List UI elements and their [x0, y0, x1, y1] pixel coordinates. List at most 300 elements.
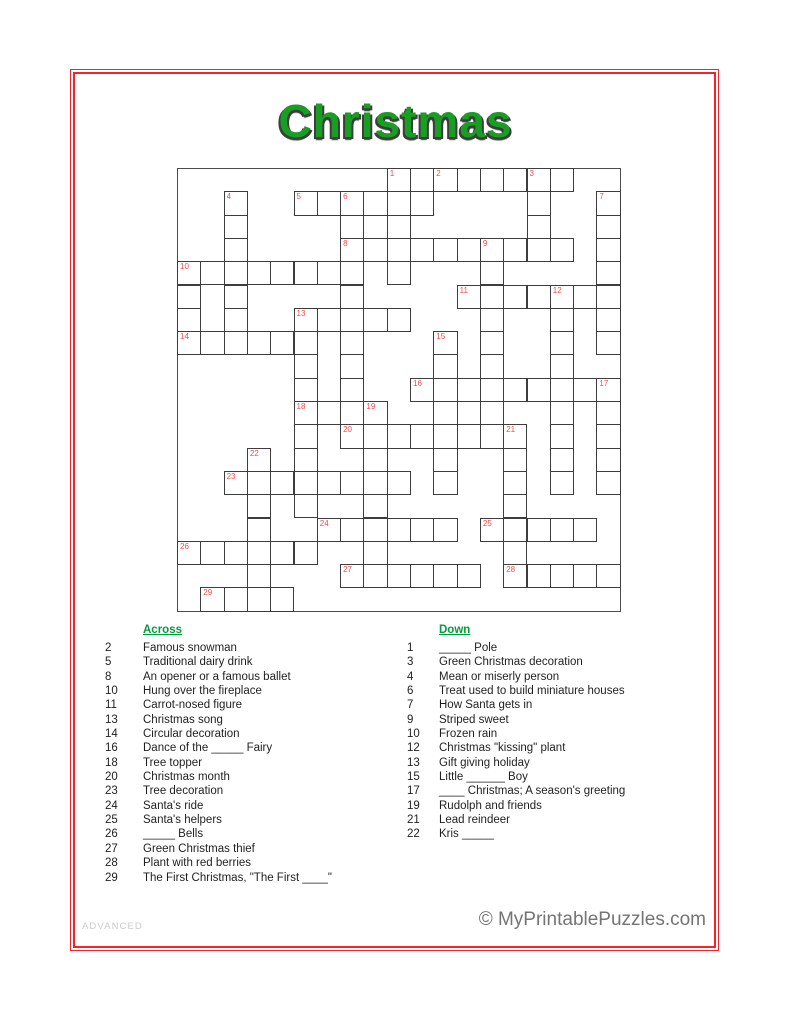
cell-number: 1 [389, 169, 395, 178]
grid-cell [550, 378, 574, 402]
grid-cell [550, 424, 574, 448]
clue-number: 21 [407, 814, 420, 827]
grid-cell [387, 471, 411, 495]
grid-cell [294, 378, 318, 402]
cell-number: 8 [343, 238, 348, 248]
grid-cell [410, 518, 434, 542]
grid-cell [363, 471, 387, 495]
grid-cell [573, 378, 597, 402]
grid-cell [387, 564, 411, 588]
grid-cell [340, 308, 364, 332]
grid-cell [480, 354, 504, 378]
grid-cell [317, 518, 341, 542]
across-heading: Across [143, 624, 182, 636]
grid-cell [527, 518, 551, 542]
grid-cell [270, 331, 294, 355]
clue-item [105, 684, 405, 698]
grid-cell [503, 378, 527, 402]
clue-item [407, 770, 717, 784]
grid-cell [387, 238, 411, 262]
clue-text: Santa's helpers [143, 814, 222, 827]
grid-cell [387, 424, 411, 448]
clue-text: How Santa gets in [439, 699, 533, 712]
clue-item [105, 827, 405, 841]
grid-cell [503, 424, 527, 448]
grid-cell [200, 587, 224, 611]
grid-cell [387, 261, 411, 285]
clue-number: 19 [407, 799, 420, 812]
clue-number: 3 [407, 656, 414, 669]
clue-text: Frozen rain [439, 728, 498, 741]
clue-text: Hung over the fireplace [143, 685, 262, 698]
grid-cell [550, 331, 574, 355]
grid-cell [270, 541, 294, 565]
grid-cell [294, 331, 318, 355]
clue-text: Tree decoration [143, 785, 224, 798]
grid-cell [550, 285, 574, 309]
grid-cell [363, 564, 387, 588]
grid-cell [596, 564, 620, 588]
grid-cell [527, 285, 551, 309]
grid-cell [224, 215, 248, 239]
grid-cell [294, 191, 318, 215]
grid-cell [596, 261, 620, 285]
clues-down-section [407, 624, 717, 842]
grid-cell [224, 285, 248, 309]
grid-cell [247, 587, 271, 611]
grid-cell [596, 238, 620, 262]
puzzle-title: Christmas [278, 95, 513, 147]
cell-number: 16 [413, 378, 422, 388]
cell-number: 4 [226, 192, 232, 202]
cell-number: 13 [296, 308, 306, 318]
clue-number: 7 [407, 699, 414, 712]
grid-cell [550, 471, 574, 495]
clue-number: 13 [105, 713, 118, 726]
grid-cell [270, 471, 294, 495]
grid-cell [596, 378, 620, 402]
grid-cell [317, 471, 341, 495]
cell-number: 12 [552, 285, 562, 295]
clue-item [105, 756, 405, 770]
clue-text: Santa's ride [143, 799, 204, 812]
grid-cell [224, 541, 248, 565]
grid-cell [433, 471, 457, 495]
grid-cell [480, 285, 504, 309]
clue-number: 17 [407, 785, 420, 798]
clue-number: 14 [105, 728, 118, 741]
clue-text: Tree topper [143, 756, 203, 769]
cell-number: 22 [249, 448, 259, 458]
grid-cell [224, 331, 248, 355]
grid-cell [294, 401, 318, 425]
grid-cell [387, 215, 411, 239]
clue-number: 16 [105, 742, 118, 755]
grid-cell [294, 541, 318, 565]
grid-cell [527, 168, 551, 192]
clue-item [407, 756, 717, 770]
grid-cell [596, 448, 620, 472]
grid-cell [457, 378, 481, 402]
grid-cell [340, 238, 364, 262]
cell-number: 17 [599, 378, 609, 388]
grid-cell [503, 564, 527, 588]
grid-cell [527, 215, 551, 239]
clue-text: Traditional dairy drink [143, 656, 253, 669]
grid-cell [340, 518, 364, 542]
clue-text: Carrot-nosed figure [143, 699, 243, 712]
grid-cell [224, 191, 248, 215]
down-clue-list [407, 641, 717, 842]
cell-number: 25 [482, 518, 492, 528]
copyright-text: © MyPrintablePuzzles.com [478, 909, 706, 930]
clue-item [407, 741, 717, 755]
clue-text: Gift giving holiday [439, 756, 530, 769]
clue-item [105, 741, 405, 755]
grid-cell [317, 191, 341, 215]
grid-cell [247, 331, 271, 355]
grid-cell [224, 238, 248, 262]
grid-cell [177, 261, 201, 285]
clue-number: 6 [407, 685, 414, 698]
grid-cell [503, 285, 527, 309]
clues-across-section [105, 624, 405, 885]
grid-cell [480, 238, 504, 262]
cell-number: 27 [343, 565, 352, 575]
grid-cell [200, 261, 224, 285]
clue-text: Green Christmas decoration [439, 656, 583, 669]
grid-cell [596, 191, 620, 215]
clue-item [105, 842, 405, 856]
clue-text: Mean or miserly person [439, 670, 560, 683]
grid-cell [550, 518, 574, 542]
clue-text: Lead reindeer [439, 814, 510, 827]
grid-cell [410, 424, 434, 448]
cell-number: 3 [529, 169, 534, 178]
clue-number: 4 [407, 670, 414, 683]
cell-number: 14 [180, 332, 189, 342]
clue-text: Christmas "kissing" plant [439, 742, 566, 755]
grid-cell [410, 378, 434, 402]
grid-cell [363, 448, 387, 472]
grid-cell [294, 424, 318, 448]
clue-text: Christmas month [143, 771, 230, 784]
grid-cell [596, 424, 620, 448]
cell-number: 11 [459, 285, 468, 295]
grid-cell [247, 448, 271, 472]
grid-cell [200, 541, 224, 565]
grid-cell [294, 261, 318, 285]
grid-cell [527, 378, 551, 402]
down-heading: Down [439, 624, 471, 636]
clue-item [407, 784, 717, 798]
clue-item [407, 813, 717, 827]
grid-cell [294, 354, 318, 378]
grid-cell [433, 564, 457, 588]
grid-cell [457, 285, 481, 309]
clue-number: 13 [407, 756, 420, 769]
clue-item [105, 856, 405, 870]
grid-cell [247, 518, 271, 542]
grid-cell [224, 308, 248, 332]
cell-number: 2 [436, 169, 441, 178]
grid-cell [410, 564, 434, 588]
cell-number: 5 [296, 192, 301, 202]
clue-item [105, 641, 405, 655]
clue-number: 2 [105, 642, 112, 654]
grid-cell [503, 471, 527, 495]
clue-text: _____ Pole [439, 642, 498, 654]
clue-item [407, 670, 717, 684]
grid-cell [224, 471, 248, 495]
clue-item [407, 655, 717, 669]
grid-cell [433, 331, 457, 355]
clue-item [105, 770, 405, 784]
clue-item [105, 871, 405, 885]
grid-cell [433, 518, 457, 542]
clue-item [407, 641, 717, 655]
clue-number: 25 [105, 814, 118, 827]
grid-cell [363, 424, 387, 448]
grid-cell [294, 308, 318, 332]
cell-number: 7 [599, 192, 604, 202]
grid-cell [433, 238, 457, 262]
clue-number: 1 [407, 642, 414, 654]
grid-cell [410, 238, 434, 262]
grid-cell [550, 238, 574, 262]
grid-cell [387, 168, 411, 192]
cell-number: 29 [203, 588, 213, 598]
grid-cell [340, 564, 364, 588]
grid-cell [596, 401, 620, 425]
grid-cell [596, 331, 620, 355]
clue-item [105, 813, 405, 827]
grid-cell [177, 541, 201, 565]
clue-number: 5 [105, 656, 112, 669]
grid-cell [596, 215, 620, 239]
grid-cell [340, 424, 364, 448]
grid-cell [503, 238, 527, 262]
clue-item [105, 799, 405, 813]
grid-cell [433, 401, 457, 425]
grid-cell [363, 308, 387, 332]
grid-cell [480, 378, 504, 402]
grid-cell [294, 448, 318, 472]
cell-number: 18 [296, 402, 306, 411]
grid-cell [294, 494, 318, 518]
clue-item [407, 713, 717, 727]
cell-number: 24 [319, 518, 329, 528]
grid-cell [340, 191, 364, 215]
cell-number: 21 [506, 425, 516, 435]
clue-number: 28 [105, 857, 118, 870]
clue-number: 12 [407, 742, 420, 755]
clue-number: 27 [105, 842, 118, 855]
grid-cell [317, 261, 341, 285]
clue-text: Circular decoration [143, 728, 240, 741]
cell-number: 23 [226, 471, 236, 481]
grid-cell [294, 471, 318, 495]
across-clue-list [105, 641, 405, 885]
clue-number: 20 [105, 771, 118, 784]
grid-cell [433, 378, 457, 402]
grid-cell [177, 331, 201, 355]
grid-cell [550, 564, 574, 588]
grid-cell [503, 494, 527, 518]
grid-cell [317, 308, 341, 332]
grid-cell [387, 191, 411, 215]
clue-number: 26 [105, 828, 118, 841]
grid-cell [340, 285, 364, 309]
grid-cell [596, 471, 620, 495]
grid-cell [247, 564, 271, 588]
grid-cell [503, 541, 527, 565]
grid-cell [457, 168, 481, 192]
clue-number: 18 [105, 756, 118, 769]
clue-text: Treat used to build miniature houses [439, 685, 625, 698]
grid-cell [247, 471, 271, 495]
grid-cell [340, 331, 364, 355]
cell-number: 20 [343, 425, 352, 435]
grid-cell [457, 238, 481, 262]
grid-cell [340, 261, 364, 285]
grid-cell [363, 401, 387, 425]
grid-cell [550, 448, 574, 472]
grid-cell [457, 564, 481, 588]
grid-cell [480, 168, 504, 192]
grid-cell [527, 564, 551, 588]
clue-text: Green Christmas thief [143, 842, 255, 855]
grid-cell [480, 518, 504, 542]
clue-item [407, 799, 717, 813]
grid-cell [503, 168, 527, 192]
clue-number: 10 [407, 728, 420, 741]
clue-item [105, 698, 405, 712]
clue-item [105, 784, 405, 798]
grid-cell [410, 191, 434, 215]
grid-cell [270, 587, 294, 611]
clue-text: Famous snowman [143, 642, 237, 654]
clue-text: An opener or a famous ballet [143, 670, 291, 683]
grid-cell [247, 261, 271, 285]
grid-cell [363, 494, 387, 518]
clue-item [407, 698, 717, 712]
clue-item [105, 727, 405, 741]
grid-cell [433, 354, 457, 378]
grid-cell [550, 168, 574, 192]
clue-text: ____ Christmas; A season's greeting [439, 785, 626, 798]
grid-cell [247, 541, 271, 565]
crossword-grid [177, 168, 621, 612]
clue-number: 8 [105, 670, 112, 683]
clue-text: The First Christmas, "The First ____" [143, 871, 333, 884]
clue-text: _____ Bells [143, 828, 204, 841]
grid-cell [224, 261, 248, 285]
grid-cell [387, 308, 411, 332]
grid-cell [457, 424, 481, 448]
clue-item [407, 684, 717, 698]
grid-cell [340, 401, 364, 425]
grid-cell [177, 308, 201, 332]
grid-cell [433, 168, 457, 192]
grid-cell [596, 308, 620, 332]
difficulty-label: ADVANCED [82, 921, 143, 932]
clue-text: Striped sweet [439, 713, 509, 726]
clue-text: Christmas song [143, 713, 223, 726]
clue-number: 24 [105, 799, 118, 812]
grid-cell [340, 215, 364, 239]
grid-cell [527, 238, 551, 262]
grid-cell [387, 518, 411, 542]
grid-cell [340, 471, 364, 495]
grid-cell [340, 378, 364, 402]
grid-cell [270, 261, 294, 285]
clue-number: 10 [105, 685, 118, 698]
grid-cell [503, 448, 527, 472]
grid-cell [433, 424, 457, 448]
clue-text: Plant with red berries [143, 857, 252, 870]
grid-cell [550, 401, 574, 425]
grid-cell [573, 518, 597, 542]
grid-cell [410, 168, 434, 192]
clue-item [407, 727, 717, 741]
clue-text: Little ______ Boy [439, 771, 528, 784]
clue-number: 11 [105, 699, 117, 712]
grid-cell [573, 285, 597, 309]
grid-cell [480, 401, 504, 425]
grid-cell [480, 261, 504, 285]
cell-number: 10 [180, 262, 189, 272]
clue-number: 29 [105, 871, 118, 884]
grid-cell [503, 518, 527, 542]
grid-cell [480, 331, 504, 355]
clue-text: Rudolph and friends [439, 799, 542, 812]
grid-cell [363, 541, 387, 565]
clue-text: Kris _____ [439, 828, 494, 841]
clue-item [407, 827, 717, 841]
grid-cell [363, 518, 387, 542]
cell-number: 28 [506, 565, 516, 575]
clue-number: 9 [407, 713, 414, 726]
grid-cell [573, 564, 597, 588]
cell-number: 9 [482, 238, 488, 248]
cell-number: 6 [343, 192, 348, 202]
clue-item [105, 713, 405, 727]
grid-cell [200, 331, 224, 355]
cell-number: 15 [436, 332, 446, 342]
grid-cell [247, 494, 271, 518]
grid-cell [340, 354, 364, 378]
clue-number: 23 [105, 785, 118, 798]
grid-cell [527, 191, 551, 215]
grid-cell [177, 285, 201, 309]
grid-cell [596, 285, 620, 309]
grid-cell [433, 448, 457, 472]
clue-number: 22 [407, 828, 420, 841]
grid-cell [550, 308, 574, 332]
grid-cell [224, 587, 248, 611]
clue-item [105, 655, 405, 669]
clue-text: Dance of the _____ Fairy [143, 742, 273, 755]
cell-number: 19 [366, 402, 376, 411]
grid-cell [363, 191, 387, 215]
clue-number: 15 [407, 771, 420, 784]
grid-cell [317, 401, 341, 425]
grid-cell [480, 424, 504, 448]
grid-cell [363, 238, 387, 262]
grid-cell [480, 308, 504, 332]
cell-number: 26 [180, 541, 189, 551]
